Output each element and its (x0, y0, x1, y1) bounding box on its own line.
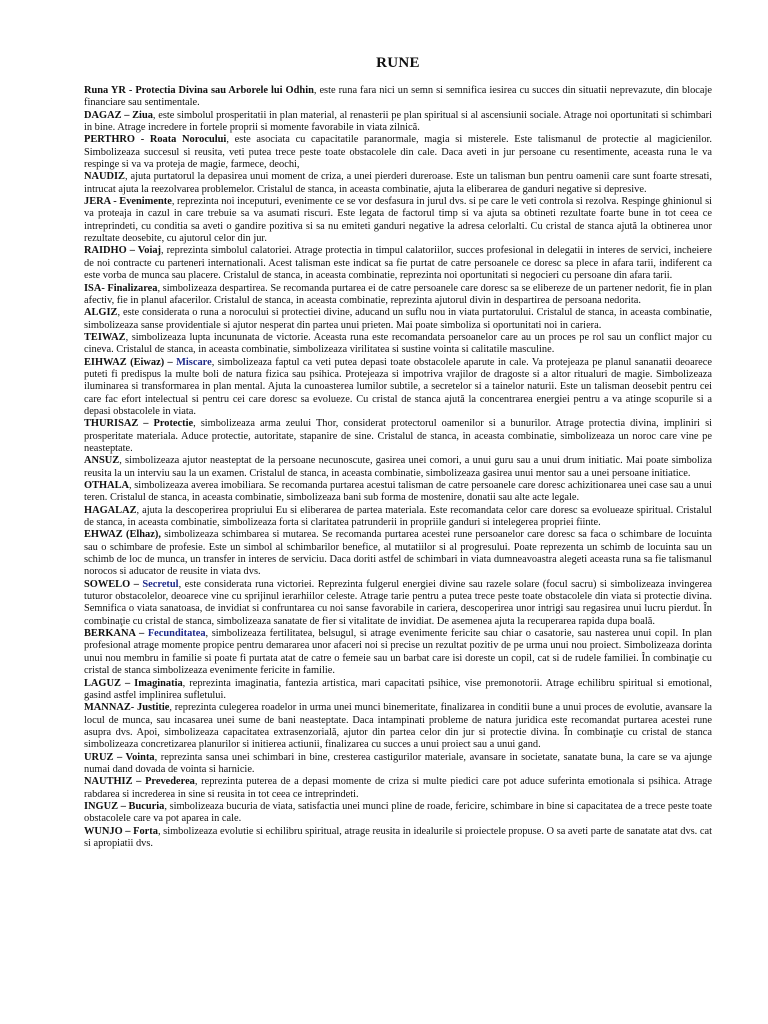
rune-entry (84, 579, 712, 628)
rune-separator: – (120, 677, 135, 689)
page-title: RUNE (376, 55, 420, 71)
rune-meaning: Imaginatia (134, 677, 183, 689)
rune-name: RAIDHO (84, 245, 127, 257)
rune-name: Runa YR (84, 85, 126, 96)
rune-name: URUZ (84, 751, 114, 763)
rune-entry (84, 110, 712, 135)
rune-meaning: Vointa (125, 751, 155, 763)
rune-separator: - (130, 702, 137, 714)
rune-description: , ajuta purtatorul la depasirea unui moment de criza, a unei pierderi dureroase. Este un talisman bun pentru oamenii care sunt foarte stresati, intrucat ajuta la reezolvarea problemelor. Cristalul de stanca, in aceasta combinatie, ajuta la eliberarea de ganduri negative si depresive. (84, 171, 712, 195)
rune-separator: – (138, 418, 154, 430)
rune-separator: – (132, 776, 146, 788)
rune-meaning: Finalizarea (107, 282, 158, 294)
rune-entry (84, 196, 712, 245)
rune-description: , reprezinta sansa unei schimbari in bine, cresterea castigurilor materiale, avansare in societate, sanatate buna, la care se va ajunge numai dand dovada de vointa si harnicie. (84, 751, 713, 775)
rune-name: INGUZ (84, 800, 119, 812)
rune-description: simbolizeaza schimbarea si mutarea. Se recomanda purtarea acestei rune persoanelor care doresc sa faca o schimbare de locuinta sau o schimbare de profesie. Este un simbol al schimbarilor benefice, al mutatiilor si al progresului. Poate reprezenta un schimb de locuinta sau un schimb de loc de munca, un transfer in interes de serviciu. Daca doriti astfel de schimbari in viata dumneavoastra alegeti aceasta runa sa fie talismanul norocos si aducator de reusite in viata dvs. (84, 529, 712, 578)
rune-description: , simbolizeaza evolutie si echilibru spiritual, atrage reusita in idealurile si proiectele propuse. O sa aveti parte de sanatate atat dvs. cat si apropiatii dvs. (84, 825, 713, 849)
rune-name: PERTHRO (84, 134, 136, 146)
rune-entry (84, 826, 712, 851)
rune-description: , simbolizeaza faptul ca veti putea depasi toate obstacolele aparute in cale. Va protejeaza pe planul sananatii deoarece puteti fi predispus la multe boli de natura fizica sau psihica. Protejeaza si impotriva vrajilor de dragoste si a altor ritualuri de magie. Simbolizeaza iluminarea si transformarea in plan mental. Ajuta la cunoasterea lumilor subtile, a secretelor si a tainelor naturii. Este un talisman deosebit pentru cei care fac efort intelectual si pentru cei care doresc sa evolueze. Cu cristal de stanca ajută la concentrarea energiei pentru a va atinge scopurile si a depasi obstacolele in viata. (84, 356, 712, 417)
rune-entry (84, 357, 712, 419)
rune-meaning: Miscare (176, 356, 212, 368)
rune-name: EIHWAZ (Eiwaz) (84, 356, 165, 368)
rune-name: EHWAZ (Elhaz), (84, 529, 161, 541)
rune-description: , reprezinta puterea de a depasi momente de criza si multe piedici care pot aduce suferinta emotionala si psihica. Atrage rabdarea si increderea in sine si reusita in tot ceea ce intreprindeti. (84, 776, 712, 800)
rune-description: , este runa fara nici un semn si semnifica iesirea cu succes din situatii neprevazute, din blocaje financiare sau sentimentale. (84, 85, 712, 109)
rune-meaning: Fecunditatea (147, 628, 206, 640)
rune-entry (84, 418, 712, 455)
rune-description: , simbolizeaza arma zeului Thor, considerat protectorul oamenilor si a bunurilor. Atrage protectia divina, impliniri si prosperitate materiala. Aduce protectie, autoritate, stapanire de sine. Cristalul de stanca, in aceasta combinatie, simbolizeaza un noroc care vine pe neasteptate. (84, 418, 713, 454)
rune-entry (84, 283, 712, 308)
rune-name: LAGUZ (84, 677, 121, 689)
rune-entry (84, 245, 712, 282)
rune-name: ANSUZ (84, 455, 120, 467)
rune-description: , este asociata cu capacitatile paranormale, magia si misterele. Este talismanul de protectie al magicienilor. Simbolizeaza succesul si reusita, veti putea trece peste toate obstacolele din cale. Daca aveti in jur persoane cu resentimente, aceasta runa le va respinge si va va proteja de magie, farmece, deochi, (84, 134, 712, 171)
rune-separator: – (126, 245, 138, 257)
rune-list (84, 85, 712, 850)
rune-meaning: Evenimente (119, 196, 172, 208)
rune-separator: – (130, 578, 143, 590)
rune-separator: - (101, 282, 108, 294)
rune-entry (84, 171, 712, 196)
rune-description: , simbolizeaza lupta incununata de victorie. Aceasta runa este recomandata persoanelor care au un proces pe rol sau un conflict major cu cineva. Cristalul de stanca, in aceasta combinatie, simbolizeaza virilitatea si sustine vointa si calitatile masculine. (84, 331, 712, 356)
rune-description: , simbolizeaza despartirea. Se recomanda purtarea ei de catre persoanele care doresc sa se elibereze de un partener nedorit, fie in plan afectiv, fie in planul afacerilor. Cristalul de stanca, in aceasta combinatie, reprezinta ajutorul divin in despartirea de persoana nedorita. (84, 282, 712, 306)
rune-separator: - (110, 196, 120, 208)
rune-entry (84, 85, 712, 110)
rune-description: , simbolizeaza bucuria de viata, satisfactia unei munci pline de roade, fericire, schimbare in bine si capacitatea de a trece peste toate obstacolele care va pot aparea in cale. (84, 800, 712, 825)
rune-separator: – (122, 825, 134, 837)
rune-meaning: Secretul (142, 578, 179, 590)
rune-meaning: Ziua (132, 109, 153, 121)
rune-separator: – (121, 109, 133, 121)
rune-name: MANNAZ (84, 702, 131, 714)
rune-name: THURISAZ (84, 418, 139, 430)
rune-entry (84, 529, 712, 578)
rune-name: NAUTHIZ (84, 776, 133, 788)
rune-separator: – (135, 628, 148, 640)
rune-name: WUNJO (84, 825, 123, 837)
rune-description: , simbolizeaza fertilitatea, belsugul, si atrage evenimente fericite sau chiar o casatorie, sau nasterea unui copil. In plan profesional atrage momente propice pentru demararea unor afaceri noi si precise un rezultat pozitiv de pe urma unui nou proiect. Simbolizeaza dorinta unui nou membru in familie si poate fi purtata atat de catre o femeie sau un barbat care isi doreste un copil, cat si de rudele familiei. În combinaţie cu cristal de stanca simbolizeaza evenimente fericite in familie. (84, 628, 713, 677)
rune-meaning: Roata Norocului (149, 134, 227, 146)
rune-description: , simbolizeaza averea imobiliara. Se recomanda purtarea acestui talisman de catre persoanele care doresc achizitionarea unei case sau a unui teren. Cristalul de stanca, in aceasta combinatie, simbolizeaza bani sub forma de mostenire, donatii sau alte acte legale. (84, 480, 712, 504)
rune-entry (84, 752, 712, 777)
rune-name: SOWELO (84, 578, 131, 590)
rune-separator: – (113, 751, 126, 763)
rune-separator: – (118, 800, 129, 812)
rune-entry (84, 332, 712, 357)
rune-separator: - (135, 134, 150, 146)
rune-meaning: Voiaj (137, 245, 161, 257)
rune-meaning: Forta (133, 825, 158, 837)
rune-description: , este considerata o runa a norocului si protectiei divine, aducand un suflu nou in viata purtatorului. Cristalul de stanca, in aceasta combinatie, simbolizeaza sanse providentiale si ajutor nesperat din partea unui prieten. Mai poate simboliza si oportunitati noi in cariera. (84, 307, 712, 331)
rune-entry (84, 307, 712, 332)
rune-name: OTHALA (84, 480, 130, 491)
rune-entry (84, 678, 712, 703)
rune-name: ISA (84, 282, 102, 294)
rune-meaning: Bucuria (128, 800, 165, 812)
rune-description: , simbolizeaza ajutor neasteptat de la persoane necunoscute, gasirea unei comori, a unui guru sau a unui drum initiatic. Mai poate simboliza reusita la un interviu sau la un examen. Cristalul de stanca, in aceasta combinatie, simbolizeaza gasirea unui mentor sau a unei persoane initiatice. (84, 455, 712, 479)
rune-entry (84, 628, 712, 677)
rune-description: , este simbolul prosperitatii in plan material, al renasterii pe plan spiritual si al ascensiunii sociale. Atrage noi oportunitati si schimbari in bine. Atrage incredere in fortele proprii si momente favorabile in viata zilnică. (84, 109, 713, 134)
rune-description: , reprezinta imaginatia, fantezia artistica, mari capacitati psihice, vise premonotorii. Atrage echilibru spiritual si emotional, gasind astfel implinirea sufletului. (84, 677, 712, 701)
rune-name: ALGIZ (84, 307, 118, 319)
rune-entry (84, 702, 712, 751)
rune-name: HAGALAZ (84, 504, 137, 516)
rune-separator: – (164, 356, 177, 368)
rune-entry (84, 801, 712, 826)
rune-entry (84, 455, 712, 480)
rune-description: , ajuta la descoperirea propriului Eu si eliberarea de partea materiala. Este recomandata celor care doresc sa evolueaze spiritual. Cristalul de stanca, in aceasta combinatie, simbolizeaza forta si claritatea patrunderii in propriile ganduri si intelegerea propriei fiinte. (84, 504, 712, 529)
rune-name: TEIWAZ (84, 331, 126, 343)
rune-entry (84, 776, 712, 801)
rune-separator: - (125, 85, 136, 96)
rune-entry (84, 480, 712, 505)
rune-name: DAGAZ (84, 109, 122, 121)
rune-meaning: Justitie (137, 702, 170, 714)
rune-name: JERA (84, 196, 111, 208)
rune-meaning: Prevederea (145, 776, 195, 788)
rune-meaning: Protectia Divina sau Arborele lui Odhin (135, 85, 314, 96)
rune-description: , este considerata runa victoriei. Reprezinta fulgerul energiei divine sau razele solare (focul sacru) si simbolizeaza invingerea tuturor obstacolelor, deoarece vine cu sprijinul ierarhiilor celeste. Atrage tarie pentru a putea trece peste toate obstacolele din viata si protectie divina. Semnifica o viata sanatoasa, de invidiat si confruntarea cu noi sanse favorabile in cariera, descoperirea unor intrigi sau regasirea unui lucru pierdut. În combinaţie cu cristal de stanca, simbolizeaza sanatate de fier si vitalitate de invidiat. De asemenea ajuta la recuperarea rapida dupa boală. (84, 578, 712, 627)
rune-name: BERKANA (84, 628, 136, 640)
rune-description: , reprezinta culegerea roadelor in urma unei munci binemeritate, finalizarea in conditii bune a unui proces de evolutie, avansare la locul de munca, sau incasarea unei sume de bani neasteptate. Daca intampinati probleme de natura juridica este recomandat purtarea acestei rune asupra dvs. Apoi, simbolizeaza capacitatea extrasenzorială, ajutor din partea celor din jur si protectie divina. În combinaţie cu cristal de stanca simbolizeaza concretizarea planurilor si initierea actiunii, finalizarea cu succes a unui proiect sau a unui gand. (84, 702, 713, 751)
rune-name: NAUDIZ (84, 171, 125, 183)
rune-description: , reprezinta simbolul calatoriei. Atrage protectia in timpul calatoriilor, succes profesional in delegatii in interes de servici, incheiere de noi contracte cu parteneri internationali. Acest talisman este indicat sa fie purtat de catre persoanele ce doresc sa plece in afara tarii, indiferent ca este vorba de munca sau placere. Cristalul de stanca, in aceasta combinatie, reprezinta noi oportunitati si negocieri cu persoane din afara tarii. (84, 245, 713, 282)
rune-description: , reprezinta noi inceputuri, evenimente ce se vor desfasura in jurul dvs. si pe care le veti controla si rezolva. Respinge ghinionul si va proteaja in cazul in care trebuie sa va asumati riscuri. Este legata de factorul timp si va ajuta sa obtineti rezultate foarte bune in tot ceea ce intreprindeti, cu conditia sa aveti o gandire pozitiva si sa nu emiteti ganduri negative la adresa celorlalti. Cu cristal de stanca ajută la obtinerea unor rezultate deosebite, cu ajutorul celor din jur. (84, 196, 713, 245)
rune-entry (84, 505, 712, 530)
rune-meaning: Protectie (153, 418, 194, 430)
rune-entry (84, 134, 712, 171)
